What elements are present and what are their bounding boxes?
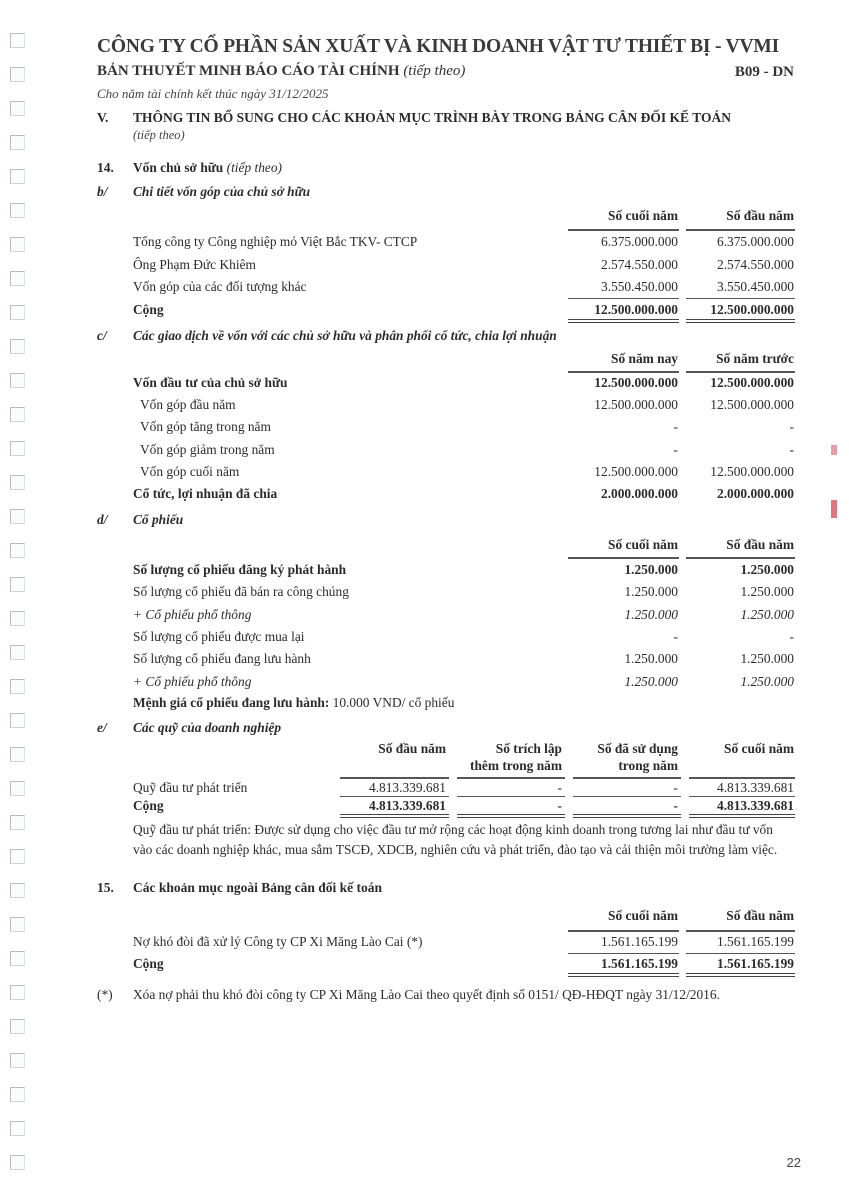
double-underline xyxy=(340,814,449,818)
total-value-col-2: 12.500.000.000 xyxy=(710,302,794,317)
binder-hole xyxy=(10,169,25,184)
row-value-col-1: 1.250.000 xyxy=(624,651,678,667)
binder-hole xyxy=(10,101,25,116)
binder-hole xyxy=(10,305,25,320)
divider xyxy=(568,930,679,932)
part-d-title: Cổ phiếu xyxy=(133,512,184,527)
report-title-suffix: (tiếp theo) xyxy=(403,63,466,79)
divider xyxy=(573,777,681,779)
total-value-col-4: 4.813.339.681 xyxy=(717,798,794,813)
binder-hole xyxy=(10,237,25,252)
double-underline xyxy=(573,814,681,818)
binder-hole xyxy=(10,1053,25,1068)
row-label: + Cổ phiếu phổ thông xyxy=(133,606,252,622)
binder-hole xyxy=(10,679,25,694)
row-value-col-1: 6.375.000.000 xyxy=(601,234,678,249)
divider xyxy=(457,777,565,779)
binder-hole xyxy=(10,645,25,660)
part-b-letter: b/ xyxy=(97,184,108,199)
row-value-col-1: 1.250.000 xyxy=(624,606,678,622)
row-value-col-1: 2.000.000.000 xyxy=(601,486,678,501)
report-period: Cho năm tài chính kết thúc ngày 31/12/2025 xyxy=(97,86,329,101)
row-value-col-1: 1.561.165.199 xyxy=(601,934,678,949)
row-value-col-1: - xyxy=(673,419,678,435)
row-value-col-1: 12.500.000.000 xyxy=(594,375,678,390)
row-value-col-2: 1.250.000 xyxy=(740,562,794,577)
part-b-title: Chi tiết vốn góp của chủ sở hữu xyxy=(133,184,311,199)
part-d-col-2-header: Số đầu năm xyxy=(726,537,794,552)
row-value-col-2: - xyxy=(557,780,562,795)
double-underline xyxy=(568,319,679,323)
part-e-letter: e/ xyxy=(97,720,107,735)
item-15-number: 15. xyxy=(97,880,114,895)
item-15-title: Các khoản mục ngoài Bảng cân đối kế toán xyxy=(133,880,383,895)
item-14-suffix: (tiếp theo) xyxy=(226,160,283,175)
divider xyxy=(568,371,679,373)
binder-hole xyxy=(10,1155,25,1170)
row-label: Số lượng cổ phiếu đăng ký phát hành xyxy=(133,562,347,577)
divider xyxy=(686,371,795,373)
binder-hole xyxy=(10,747,25,762)
binder-hole xyxy=(10,577,25,592)
row-value-col-2: 2.574.550.000 xyxy=(717,256,794,272)
row-value-col-1: 12.500.000.000 xyxy=(594,397,678,413)
binder-hole xyxy=(10,475,25,490)
divider xyxy=(457,796,565,797)
par-value-amount: 10.000 VND/ cổ phiếu xyxy=(332,695,455,710)
row-label: Vốn đầu tư của chủ sở hữu xyxy=(133,375,288,390)
double-underline xyxy=(686,973,795,977)
part-e-col-3-header-line2: trong năm xyxy=(618,758,678,773)
section-title-suffix: (tiếp theo) xyxy=(133,128,185,142)
divider xyxy=(689,796,795,797)
row-value-col-2: 12.500.000.000 xyxy=(710,463,794,479)
row-label: Vốn góp của các đối tượng khác xyxy=(133,279,307,294)
binder-hole xyxy=(10,985,25,1000)
page-number: 22 xyxy=(786,1155,801,1170)
double-underline xyxy=(689,814,795,818)
row-value-col-2: - xyxy=(789,628,794,644)
part-d-col-1-header: Số cuối năm xyxy=(608,537,678,552)
par-value xyxy=(133,695,454,711)
company-name: CÔNG TY CỔ PHẦN SẢN XUẤT VÀ KINH DOANH VẬT TƯ THIẾT BỊ - VVMI xyxy=(97,36,779,57)
row-value-col-1: 1.250.000 xyxy=(624,673,678,689)
item-15-col-1-header: Số cuối năm xyxy=(608,908,678,923)
binder-hole xyxy=(10,917,25,932)
row-value-col-2: 1.250.000 xyxy=(740,651,794,667)
row-value-col-2: 1.250.000 xyxy=(740,673,794,689)
part-b-col-2-header: Số đầu năm xyxy=(726,208,794,223)
part-e-col-1-header: Số đầu năm xyxy=(378,741,446,756)
part-e-col-4-header: Số cuối năm xyxy=(724,741,794,756)
form-code: B09 - DN xyxy=(734,64,794,80)
scan-mark xyxy=(831,445,837,455)
part-e-col-2-header-line2: thêm trong năm xyxy=(470,758,562,773)
binder-hole xyxy=(10,849,25,864)
row-value-col-1: 2.574.550.000 xyxy=(601,256,678,272)
row-value-col-2: 12.500.000.000 xyxy=(710,397,794,413)
divider xyxy=(686,298,795,299)
total-value-col-1: 12.500.000.000 xyxy=(594,302,678,317)
binder-hole xyxy=(10,203,25,218)
row-label: Vốn góp tăng trong năm xyxy=(140,419,271,435)
row-value-col-2: - xyxy=(789,419,794,435)
row-label: Số lượng cổ phiếu được mua lại xyxy=(133,628,305,644)
footnote-text: Xóa nợ phải thu khó đòi công ty CP Xi Măng Lào Cai theo quyết định số 0151/ QĐ-HĐQT ngày 31/12/2016. xyxy=(133,987,720,1002)
divider xyxy=(340,796,449,797)
binder-hole xyxy=(10,815,25,830)
binder-hole xyxy=(10,713,25,728)
row-label: Tổng công ty Công nghiệp mỏ Việt Bắc TKV- CTCP xyxy=(133,234,418,249)
report-title-text: BẢN THUYẾT MINH BÁO CÁO TÀI CHÍNH xyxy=(97,63,400,79)
row-value-col-3: - xyxy=(673,780,678,795)
row-label: Nợ khó đòi đã xử lý Công ty CP Xi Măng Lào Cai (*) xyxy=(133,934,423,949)
total-value-col-1: 1.561.165.199 xyxy=(601,956,678,971)
divider xyxy=(686,557,795,559)
binder-hole xyxy=(10,339,25,354)
row-label: + Cổ phiếu phổ thông xyxy=(133,673,252,689)
part-e-col-3-header: Số đã sử dụng xyxy=(597,741,678,756)
row-value-col-1: - xyxy=(673,628,678,644)
binder-hole xyxy=(10,883,25,898)
binder-hole xyxy=(10,951,25,966)
report-title xyxy=(97,63,465,80)
row-value-col-1: 1.250.000 xyxy=(624,562,678,577)
row-value-col-2: 2.000.000.000 xyxy=(717,486,794,501)
divider xyxy=(340,777,449,779)
footnote-mark: (*) xyxy=(97,987,113,1002)
part-c-letter: c/ xyxy=(97,328,107,343)
double-underline xyxy=(686,319,795,323)
row-label: Vốn góp đầu năm xyxy=(140,397,236,413)
divider xyxy=(568,229,679,231)
row-value-col-2: - xyxy=(789,441,794,457)
row-label: Quỹ đầu tư phát triển xyxy=(133,780,248,795)
par-value-label: Mệnh giá cổ phiếu đang lưu hành: xyxy=(133,695,330,710)
row-value-col-2: 12.500.000.000 xyxy=(710,375,794,390)
part-d-letter: d/ xyxy=(97,512,108,527)
binder-hole xyxy=(10,1087,25,1102)
double-underline xyxy=(457,814,565,818)
binder-hole xyxy=(10,509,25,524)
divider xyxy=(568,953,679,954)
row-label: Cổ tức, lợi nhuận đã chia xyxy=(133,486,278,501)
binder-hole xyxy=(10,781,25,796)
divider xyxy=(568,298,679,299)
binder-hole xyxy=(10,611,25,626)
binder-hole xyxy=(10,135,25,150)
total-value-col-1: 4.813.339.681 xyxy=(369,798,446,813)
item-14-title xyxy=(133,160,282,176)
divider xyxy=(689,777,795,779)
row-label: Ông Phạm Đức Khiêm xyxy=(133,256,256,272)
part-e-col-2-header: Số trích lập xyxy=(495,741,562,756)
part-c-col-2-header: Số năm trước xyxy=(716,351,794,366)
row-value-col-4: 4.813.339.681 xyxy=(717,780,794,795)
binder-hole xyxy=(10,1019,25,1034)
total-label: Cộng xyxy=(133,798,164,813)
section-number: V. xyxy=(97,110,109,125)
total-value-col-2: 1.561.165.199 xyxy=(717,956,794,971)
item-15-col-2-header: Số đầu năm xyxy=(726,908,794,923)
row-value-col-2: 3.550.450.000 xyxy=(717,279,794,294)
divider xyxy=(686,930,795,932)
binder-hole xyxy=(10,1121,25,1136)
row-value-col-1: 12.500.000.000 xyxy=(594,463,678,479)
row-value-col-1: - xyxy=(673,441,678,457)
row-value-col-2: 6.375.000.000 xyxy=(717,234,794,249)
binder-hole xyxy=(10,407,25,422)
binder-hole xyxy=(10,373,25,388)
divider xyxy=(686,229,795,231)
part-b-col-1-header: Số cuối năm xyxy=(608,208,678,223)
item-14-title-text: Vốn chủ sở hữu xyxy=(133,160,224,175)
total-value-col-2: - xyxy=(557,798,562,813)
section-title: THÔNG TIN BỔ SUNG CHO CÁC KHOẢN MỤC TRÌNH BÀY TRONG BẢNG CÂN ĐỐI KẾ TOÁN xyxy=(133,110,731,125)
scan-mark xyxy=(831,500,837,518)
row-value-col-2: 1.250.000 xyxy=(740,584,794,600)
divider xyxy=(686,953,795,954)
part-e-note: Quỹ đầu tư phát triển: Được sử dụng cho việc đầu tư mở rộng các hoạt động kinh doanh trong tương lai như đầu tư vốn vào các doanh nghiệp khác, mua sắm TSCĐ, XDCB, nghiên cứu và phát triển, đào tạo và cải thiện môi trường làm việc. xyxy=(133,822,778,857)
row-label: Vốn góp giảm trong năm xyxy=(140,441,275,457)
item-14-number: 14. xyxy=(97,160,114,175)
divider xyxy=(573,796,681,797)
binder-hole xyxy=(10,67,25,82)
binder-hole xyxy=(10,543,25,558)
row-value-col-1: 4.813.339.681 xyxy=(369,780,446,795)
row-label: Số lượng cổ phiếu đang lưu hành xyxy=(133,651,311,667)
row-value-col-1: 1.250.000 xyxy=(624,584,678,600)
row-value-col-1: 3.550.450.000 xyxy=(601,279,678,294)
part-c-col-1-header: Số năm nay xyxy=(611,351,678,366)
divider xyxy=(568,557,679,559)
total-label: Cộng xyxy=(133,956,164,971)
binder-hole xyxy=(10,441,25,456)
binder-hole xyxy=(10,271,25,286)
binder-hole xyxy=(10,33,25,48)
total-label: Cộng xyxy=(133,302,164,317)
part-c-title: Các giao dịch về vốn với các chủ sở hữu và phân phối cổ tức, chia lợi nhuận xyxy=(133,328,557,343)
part-e-title: Các quỹ của doanh nghiệp xyxy=(133,720,282,735)
row-value-col-2: 1.561.165.199 xyxy=(717,934,794,949)
row-label: Số lượng cổ phiếu đã bán ra công chúng xyxy=(133,584,349,600)
row-label: Vốn góp cuối năm xyxy=(140,463,240,479)
double-underline xyxy=(568,973,679,977)
total-value-col-3: - xyxy=(673,798,678,813)
row-value-col-2: 1.250.000 xyxy=(740,606,794,622)
